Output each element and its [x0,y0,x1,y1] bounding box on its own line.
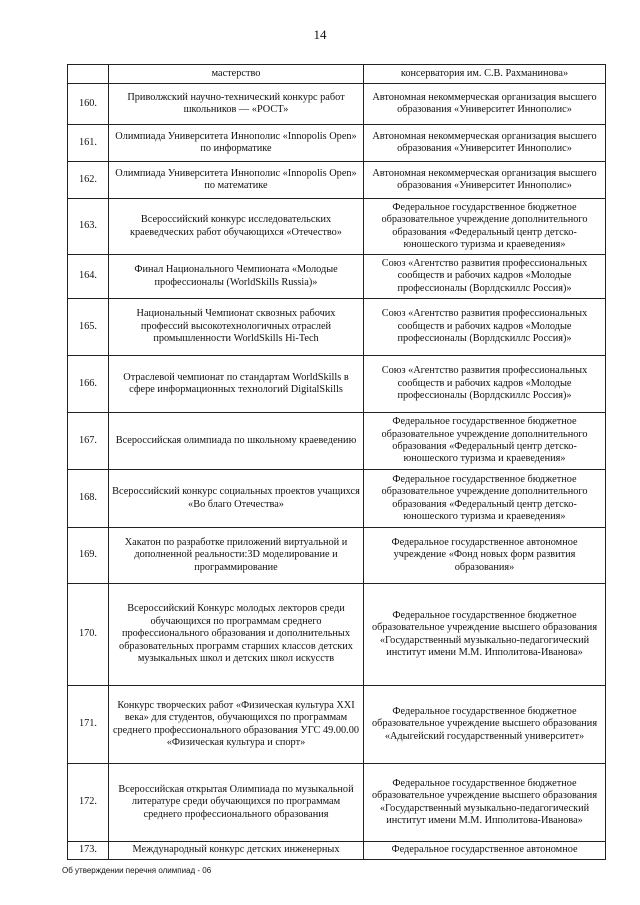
organizer-name: Федеральное государственное бюджетное образовательное учреждение дополнительного образования «Федеральный центр детско-юношеского туризма и краеведения» [364,470,606,528]
row-number: 172. [68,764,109,842]
table-row [68,255,606,299]
table-row [68,356,606,413]
table-row [68,686,606,764]
organizer-name: Союз «Агентство развития профессиональных сообществ и рабочих кадров «Молодые профессионалы (Ворлдскиллс Россия)» [364,299,606,356]
row-number: 164. [68,255,109,299]
organizer-name: Федеральное государственное автономное учреждение «Фонд новых форм развития образования» [364,528,606,584]
row-number: 169. [68,528,109,584]
row-number: 171. [68,686,109,764]
olympiad-name: Конкурс творческих работ «Физическая культура XXI века» для студентов, обучающихся по программам среднего профессионального образования УГС 49.00.00 «Физическая культура и спорт» [109,686,364,764]
organizer-name: Федеральное государственное бюджетное образовательное учреждение высшего образования «Государственный музыкально-педагогический институт имени М.М. Ипполитова-Иванова» [364,584,606,686]
table-row [68,199,606,255]
row-number: 161. [68,125,109,162]
table-row [68,764,606,842]
table-row [68,842,606,860]
table-row [68,413,606,470]
table-row [68,528,606,584]
olympiad-name: Всероссийский конкурс исследовательских краеведческих работ обучающихся «Отечество» [109,199,364,255]
organizer-name: Федеральное государственное бюджетное образовательное учреждение высшего образования «Государственный музыкально-педагогический институт имени М.М. Ипполитова-Иванова» [364,764,606,842]
olympiad-name: Национальный Чемпионат сквозных рабочих профессий высокотехнологичных отраслей промышленности WorldSkills Hi-Tech [109,299,364,356]
olympiad-name: Финал Национального Чемпионата «Молодые профессионалы (WorldSkills Russia)» [109,255,364,299]
table-row [68,65,606,84]
olympiad-name: мастерство [109,65,364,84]
organizer-name: Союз «Агентство развития профессиональных сообществ и рабочих кадров «Молодые профессионалы (Ворлдскиллс Россия)» [364,356,606,413]
olympiad-name: Отраслевой чемпионат по стандартам WorldSkills в сфере информационных технологий DigitalSkills [109,356,364,413]
organizer-name: Федеральное государственное автономное [364,842,606,860]
table-row [68,84,606,125]
row-number: 167. [68,413,109,470]
row-number: 168. [68,470,109,528]
table-row [68,584,606,686]
row-number: 170. [68,584,109,686]
row-number: 173. [68,842,109,860]
page-number: 14 [313,27,327,42]
organizer-name: Союз «Агентство развития профессиональных сообществ и рабочих кадров «Молодые профессионалы (Ворлдскиллс Россия)» [364,255,606,299]
olympiad-name: Всероссийская олимпиада по школьному краеведению [109,413,364,470]
table-row [68,162,606,199]
footer-doc-label: Об утверждении перечня олимпиад - 06 [62,866,212,875]
organizer-name: Федеральное государственное бюджетное образовательное учреждение дополнительного образования «Федеральный центр детско-юношеского туризма и краеведения» [364,199,606,255]
organizer-name: Федеральное государственное бюджетное образовательное учреждение высшего образования «Адыгейский государственный университет» [364,686,606,764]
organizer-name: консерватория им. С.В. Рахманинова» [364,65,606,84]
olympiad-name: Хакатон по разработке приложений виртуальной и дополненной реальности:3D моделирование и программирование [109,528,364,584]
organizer-name: Автономная некоммерческая организация высшего образования «Университет Иннополис» [364,125,606,162]
olympiad-name: Международный конкурс детских инженерных [109,842,364,860]
organizer-name: Автономная некоммерческая организация высшего образования «Университет Иннополис» [364,84,606,125]
row-number [68,65,109,84]
olympiad-name: Олимпиада Университета Иннополис «Innopolis Open» по информатике [109,125,364,162]
row-number: 166. [68,356,109,413]
row-number: 163. [68,199,109,255]
organizer-name: Федеральное государственное бюджетное образовательное учреждение дополнительного образования «Федеральный центр детско-юношеского туризма и краеведения» [364,413,606,470]
organizer-name: Автономная некоммерческая организация высшего образования «Университет Иннополис» [364,162,606,199]
olympiad-name: Всероссийская открытая Олимпиада по музыкальной литературе среди обучающихся по программам среднего профессионального образования [109,764,364,842]
row-number: 165. [68,299,109,356]
olympiad-name: Всероссийский конкурс социальных проектов учащихся «Во благо Отечества» [109,470,364,528]
olympiad-table-body [68,65,606,860]
olympiad-table [67,64,606,860]
row-number: 160. [68,84,109,125]
row-number: 162. [68,162,109,199]
olympiad-name: Всероссийский Конкурс молодых лекторов среди обучающихся по программам среднего профессионального образования и дополнительных образовательных программ старших классов детских музыкальных школ и детских школ искусств [109,584,364,686]
table-row [68,470,606,528]
table-row [68,125,606,162]
olympiad-name: Олимпиада Университета Иннополис «Innopolis Open» по математике [109,162,364,199]
olympiad-name: Приволжский научно-технический конкурс работ школьников — «РОСТ» [109,84,364,125]
table-row [68,299,606,356]
